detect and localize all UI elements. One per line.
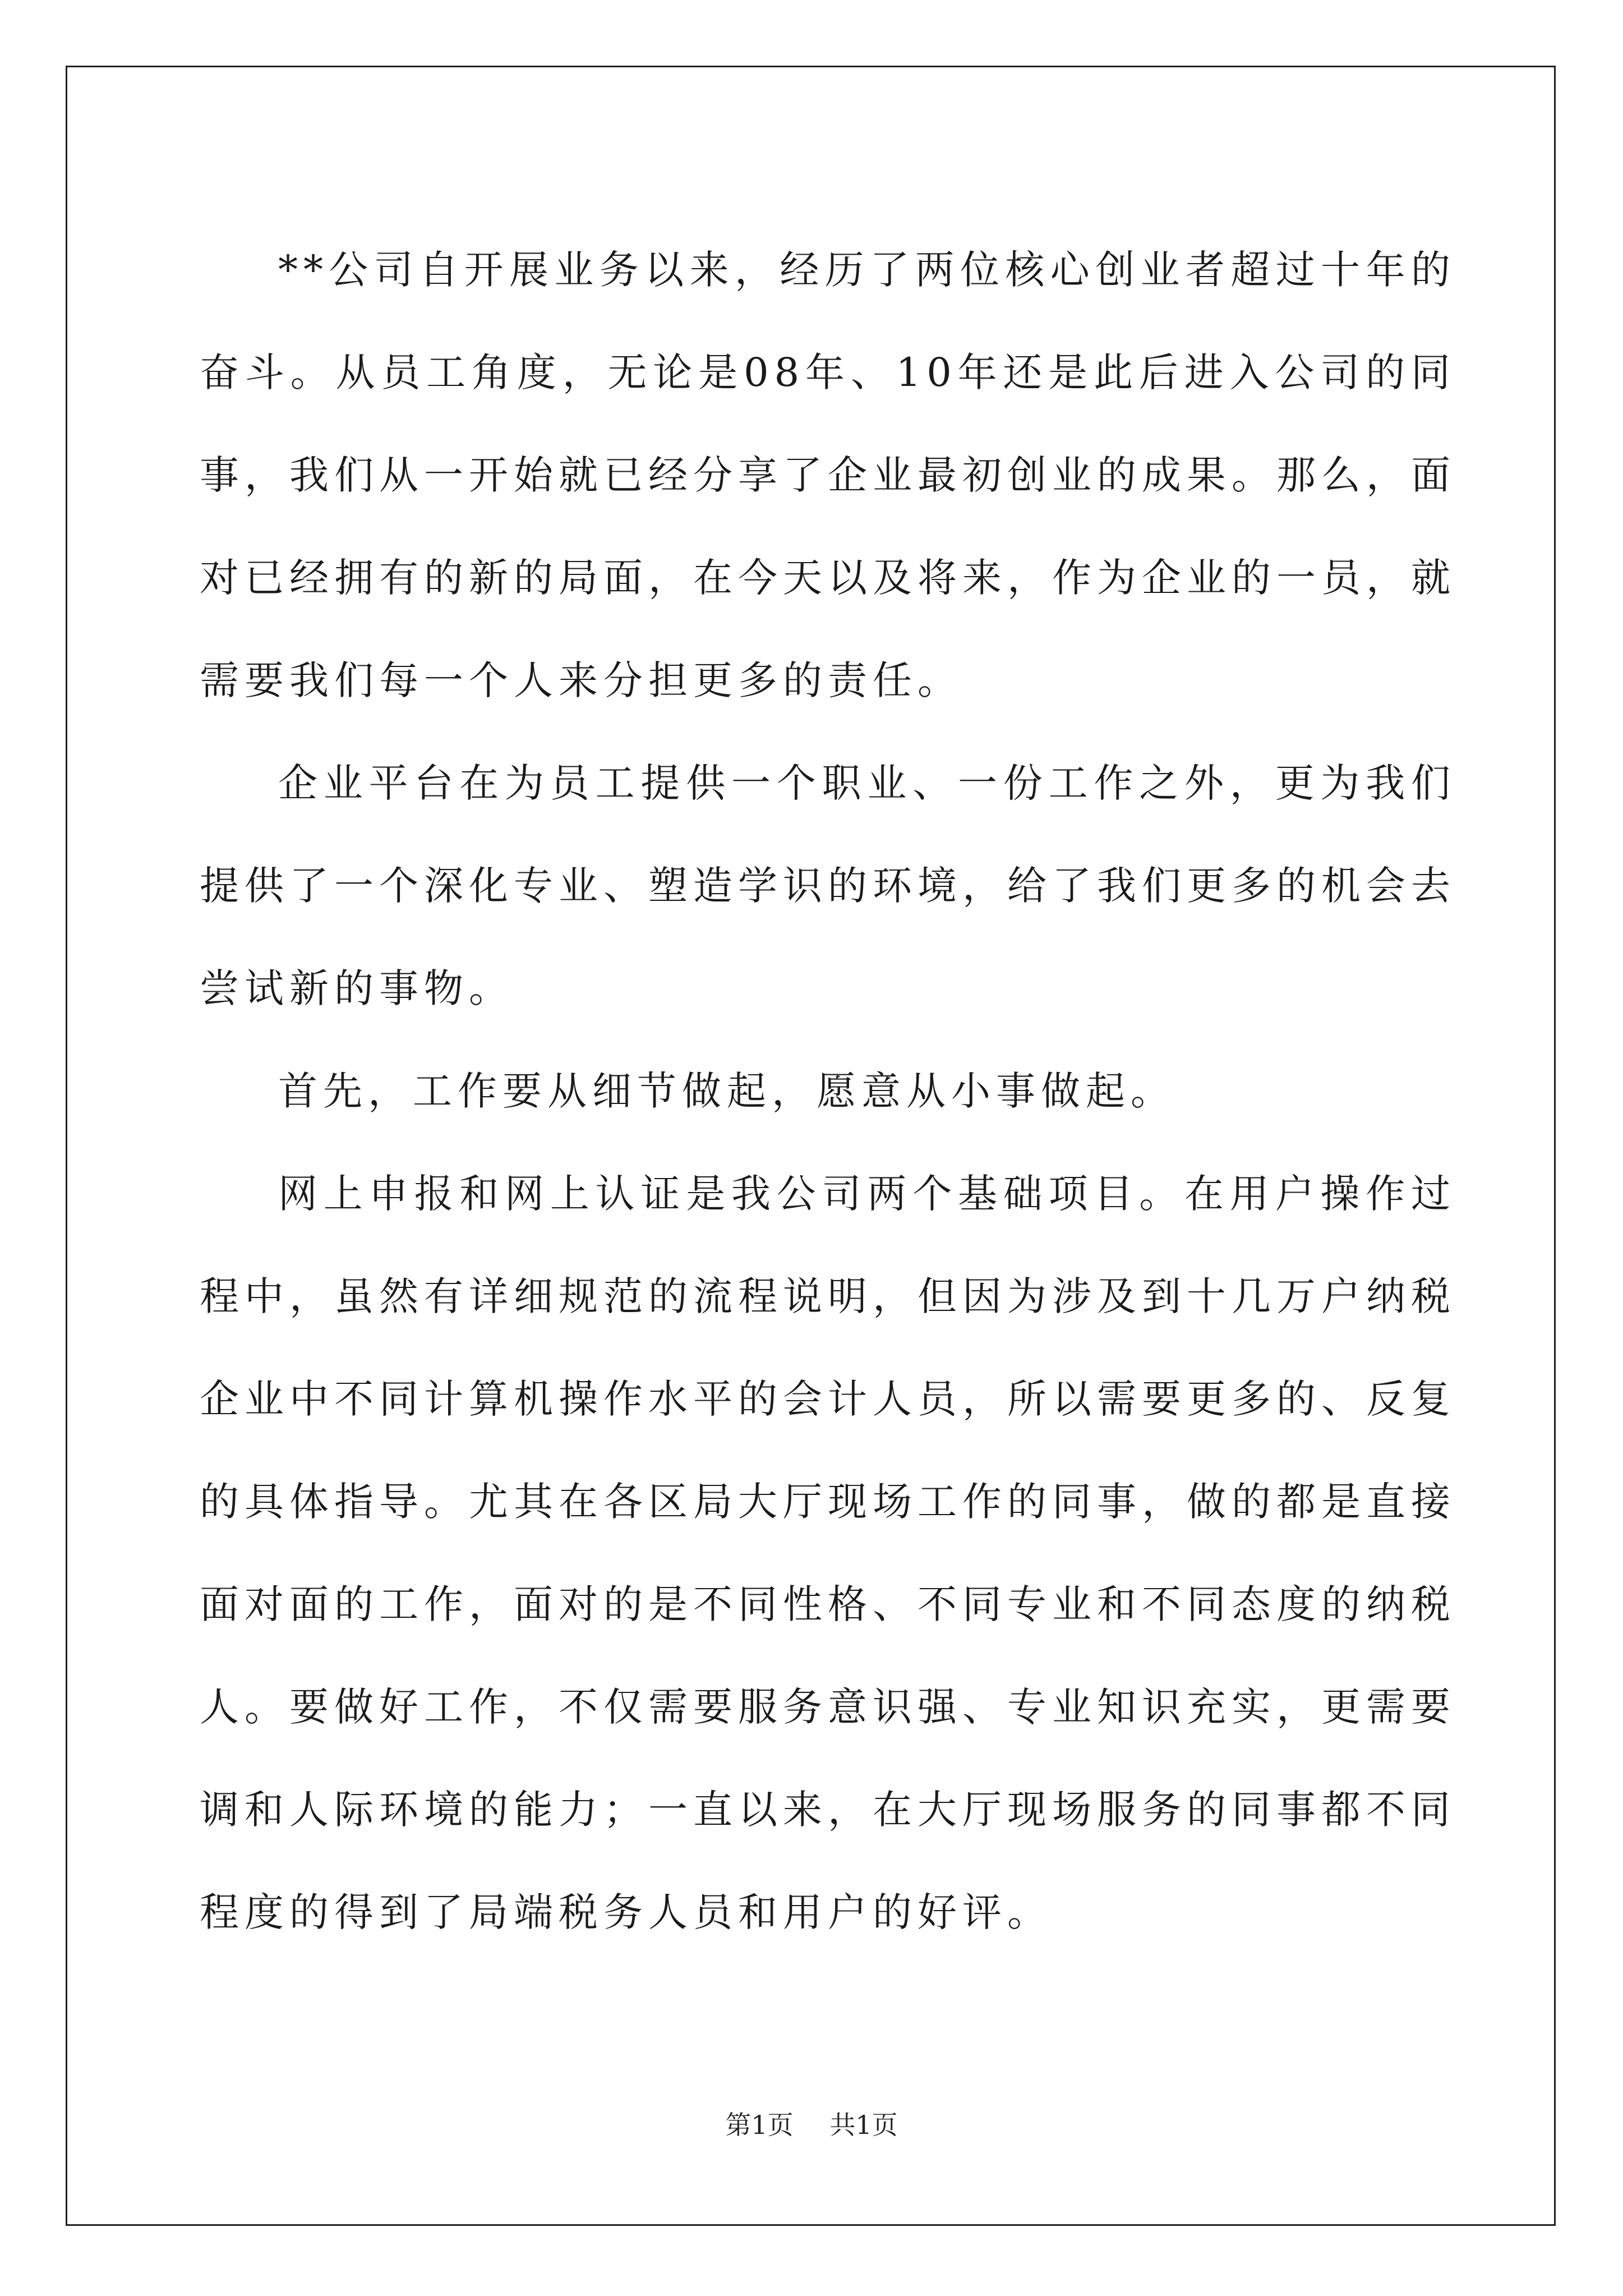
paragraph-2: 企业平台在为员工提供一个职业、一份工作之外，更为我们提供了一个深化专业、塑造学识的环境，给了我们更多的机会去尝试新的事物。: [200, 760, 1456, 1011]
page-number-total: 共1页: [829, 2110, 898, 2140]
paragraph-3: 首先，工作要从细节做起，愿意从小事做起。: [278, 1068, 1175, 1114]
paragraph-1: **公司自开展业务以来，经历了两位核心创业者超过十年的奋斗。从员工角度，无论是08年、10年还是此后进入公司的同事，我们从一开始就已经分享了企业最初创业的成果。那么，面对已经拥有的新的局面，在今天以及将来，作为企业的一员，就需要我们每一个人来分担更多的责任。: [200, 247, 1456, 703]
paragraph-4: 网上申报和网上认证是我公司两个基础项目。在用户操作过程中，虽然有详细规范的流程说明，但因为涉及到十几万户纳税企业中不同计算机操作水平的会计人员，所以需要更多的、反复的具体指导。尤其在各区局大厅现场工作的同事，做的都是直接面对面的工作，面对的是不同性格、不同专业和不同态度的纳税人。要做好工作，不仅需要服务意识强、专业知识充实，更需要调和人际环境的能力；一直以来，在大厅现场服务的同事都不同程度的得到了局端税务人员和用户的好评。: [200, 1171, 1456, 1935]
page-number-current: 第1页: [725, 2110, 794, 2140]
page-footer: [0, 2108, 1623, 2142]
document-body: [200, 219, 1456, 1964]
